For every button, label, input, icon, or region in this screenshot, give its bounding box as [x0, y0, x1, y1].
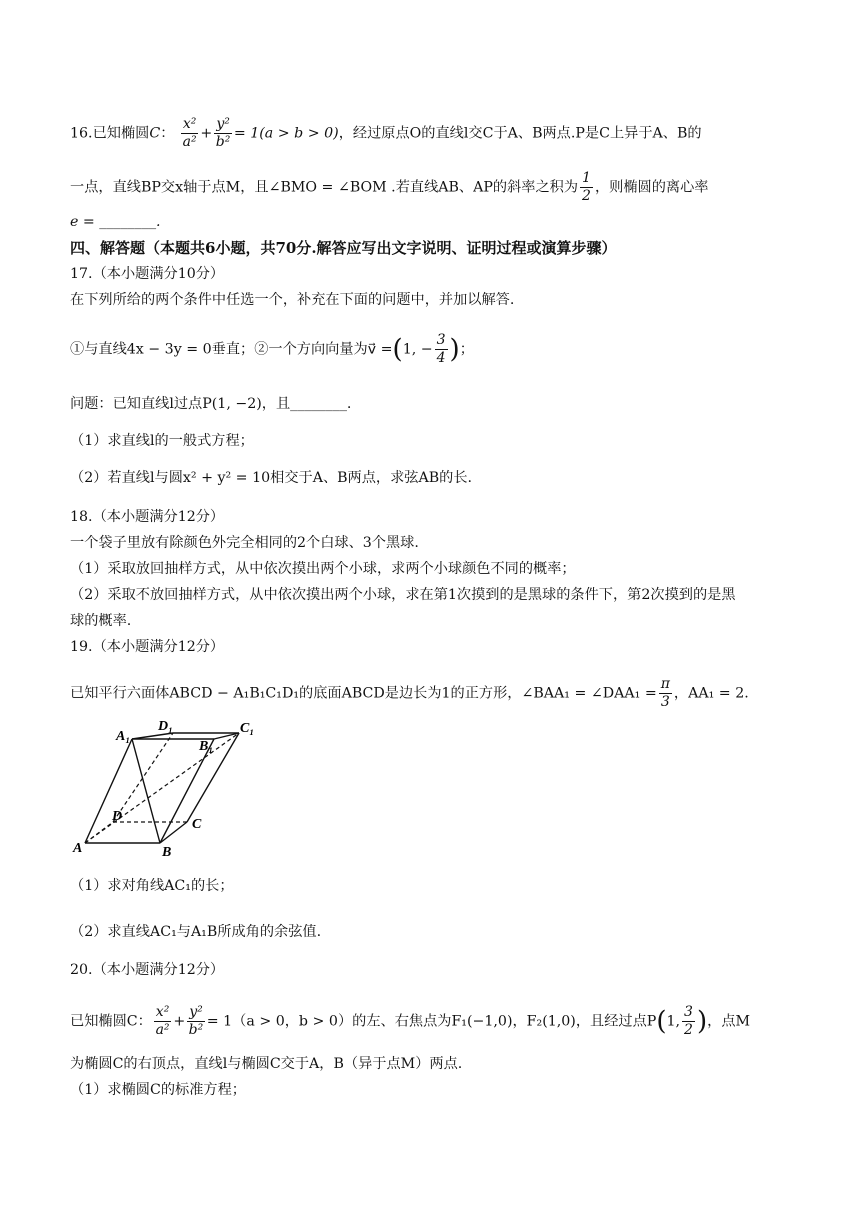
parallelepiped-figure: [68, 712, 268, 862]
q19-intro: 已知平行六面体ABCD − A₁B₁C₁D₁的底面ABCD是边长为1的正方形，∠BAA₁ = ∠DAA₁ = $\frac{\pi}{3}$ ，AA₁ = 2.: [70, 676, 749, 710]
q17-intro: 在下列所给的两个条件中任选一个，补充在下面的问题中，并加以解答.: [70, 292, 515, 308]
q20-head: 20.（本小题满分12分）: [70, 962, 225, 978]
label-D: D: [112, 809, 123, 824]
q19-part1: （1）求对角线AC₁的长；: [70, 878, 234, 894]
q17-conditions: ①与直线4x − 3y = 0垂直；②一个方向向量为v⃗ =(1, − $\frac{3}{4}$ )；: [70, 332, 474, 366]
label-D1: D₁: [158, 719, 173, 734]
section-heading: 四、解答题（本题共6小题，共70分.解答应写出文字说明、证明过程或演算步骤）: [70, 239, 617, 257]
label-A1: A₁: [116, 729, 131, 744]
fraction-3-4: $\frac{3}{4}$: [436, 332, 446, 366]
q16-line3: e = ________.: [70, 214, 161, 230]
fraction-x2-a2: $\frac{\text{x²}}{\text{a²}}$: [155, 1004, 170, 1038]
q20-line2: 为椭圆C的右顶点，直线l与椭圆C交于A，B（异于点M）两点.: [70, 1056, 463, 1072]
q20-part1: （1）求椭圆C的标准方程；: [70, 1082, 246, 1098]
q17-problem: 问题：已知直线l过点P(1, −2)，且________.: [70, 396, 352, 412]
q18-head: 18.（本小题满分12分）: [70, 509, 225, 525]
q16-line1: 16.已知椭圆C： $\frac{\text{x²}}{\text{a²}}$ + $\frac{\text{y²}}{\text{b²}}$ = 1(a > b > 0)，经过原点O的直线l交C于A、B两点.P是C上异于A、B的: [70, 116, 702, 150]
q17-part2: （2）若直线l与圆x² + y² = 10相交于A、B两点，求弦AB的长.: [70, 470, 473, 486]
label-A: A: [73, 841, 83, 856]
fraction-x2-a2: $\frac{\text{x²}}{\text{a²}}$: [182, 116, 197, 150]
q18-part1: （1）采取放回抽样方式，从中依次摸出两个小球，求两个小球颜色不同的概率；: [70, 561, 576, 577]
q16-line2: 一点，直线BP交x轴于点M，且∠BMO = ∠BOM .若直线AB、AP的斜率之积为 $\frac{1}{2}$ ，则椭圆的离心率: [70, 170, 709, 204]
label-C: C: [192, 817, 202, 832]
q18-intro: 一个袋子里放有除颜色外完全相同的2个白球、3个黑球.: [70, 535, 419, 551]
q17-head: 17.（本小题满分10分）: [70, 266, 225, 282]
fraction-one-half: $\frac{1}{2}$: [582, 170, 591, 204]
fraction-pi-3: $\frac{\pi}{3}$: [660, 676, 670, 710]
q17-part1: （1）求直线l的一般式方程；: [70, 433, 254, 449]
q19-part2: （2）求直线AC₁与A₁B所成角的余弦值.: [70, 924, 322, 940]
fraction-y2-b2: $\frac{\text{y²}}{\text{b²}}$: [215, 116, 231, 150]
label-B1: B₁: [199, 739, 214, 754]
label-C1: C₁: [240, 721, 255, 736]
q20-line1: 已知椭圆C： $\frac{\text{x²}}{\text{a²}}$ + $\frac{\text{y²}}{\text{b²}}$ = 1（a > 0，b > 0）的左、右焦点为F₁(−1,0)，F₂(1,0)，且经过点P(1, $\frac{3}{2}$ )，点M: [70, 1004, 751, 1038]
q18-part2a: （2）采取不放回抽样方式，从中依次摸出两个小球，求在第1次摸到的是黑球的条件下，第2次摸到的是黑: [70, 587, 736, 603]
q19-head: 19.（本小题满分12分）: [70, 639, 225, 655]
fraction-3-2: $\frac{3}{2}$: [684, 1004, 693, 1038]
fraction-y2-b2: $\frac{\text{y²}}{\text{b²}}$: [188, 1004, 204, 1038]
label-B: B: [162, 845, 172, 860]
q18-part2b: 球的概率.: [70, 613, 132, 629]
